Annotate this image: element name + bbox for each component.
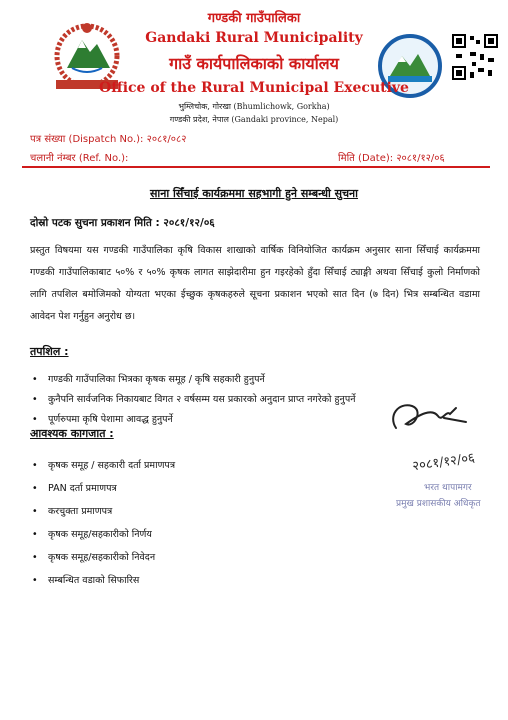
list-item: • गण्डकी गाउँपालिका भित्रका कृषक समूह / कृषि सहकारी हुनुपर्ने	[32, 370, 356, 390]
office-name-en: Office of the Rural Municipal Executive	[99, 80, 409, 96]
handwritten-signature	[384, 388, 474, 448]
ref-label: चलानी नंम्बर (Ref. No.):	[30, 153, 129, 164]
list-item: • सम्बन्धित वडाको सिफारिस	[32, 569, 175, 592]
details-heading: तपशिल :	[30, 345, 69, 358]
office-name-np: गाउँ कार्यपालिकाको कार्यालय	[169, 54, 339, 73]
list-item: • करचुक्ता प्रमाणपत्र	[32, 500, 175, 523]
letter-date	[338, 150, 445, 164]
list-item: • कृषक समूह/सहकारीको निर्णय	[32, 523, 175, 546]
dispatch-number	[30, 131, 186, 145]
documents-list	[32, 454, 175, 592]
second-publication-date: दोस्रो पटक सुचना प्रकाशन मिति : २०८१/१२/०६	[30, 217, 215, 229]
details-list	[32, 370, 356, 430]
signature-date: २०८१/१२/०६	[411, 450, 476, 475]
dispatch-value: २०८१/०८२	[146, 134, 187, 145]
list-item: • कृषक समूह / सहकारी दर्ता प्रमाणपत्र	[32, 454, 175, 477]
date-label: मिति (Date):	[338, 153, 394, 164]
list-item: • कृषक समूह/सहकारीको निवेदन	[32, 546, 175, 569]
date-value: २०८१/१२/०६	[396, 153, 445, 164]
notice-paragraph: प्रस्तुत विषयमा यस गण्डकी गाउँपालिका कृषि विकास शाखाको वार्षिक विनियोजित कार्यक्रम अनुसार साना सिँचाई कार्यक्रममा गण्डकी गाउँपालिकाबाट ५०% र ५०% कृषक लागत साझेदारीमा हुन गइरहेको हुँदा सिँचाई ट्याङ्गी अथवा सिँचाई कुलो निर्माणको लागि तपशिल बमोजिमको योग्यता भएका ईच्छुक कृषकहरुले सूचना प्रकाशन भएको सात दिन (७ दिन) भित्र सम्बन्धित वडामा आवेदन पेश गर्नुहुन अनुरोध छ।	[30, 245, 480, 322]
signatory-title: प्रमुख प्रशासकीय अधिकृत	[396, 499, 481, 509]
list-item: • पूर्णरुपमा कृषि पेशामा आवद्ध हुनुपर्ने	[32, 410, 356, 430]
signatory-name: भरत थापामगर	[424, 483, 472, 493]
list-item: • PAN दर्ता प्रमाणपत्र	[32, 477, 175, 500]
notice-title: साना सिँचाई कार्यक्रममा सहभागी हुने सम्बन्धी सुचना	[149, 187, 359, 200]
ref-number	[30, 150, 128, 164]
list-item: • कुनैपनि सार्वजनिक निकायबाट विगत २ वर्षसम्म यस प्रकारको अनुदान प्राप्त नगरेको हुनुपर्ने	[32, 390, 356, 410]
municipality-name-np: गण्डकी गाउँपालिका	[207, 11, 301, 26]
header-divider	[22, 166, 490, 168]
documents-heading: आवश्यक कागजात :	[30, 427, 114, 440]
address-line-1: भुम्लिचोक, गोरखा (Bhumlichowk, Gorkha)	[178, 102, 330, 111]
municipality-name-en: Gandaki Rural Municipality	[145, 30, 363, 46]
address-line-2: गण्डकी प्रदेश, नेपाल (Gandaki province, Nepal)	[169, 115, 339, 124]
dispatch-label: पत्र संख्या (Dispatch No.):	[30, 134, 144, 145]
